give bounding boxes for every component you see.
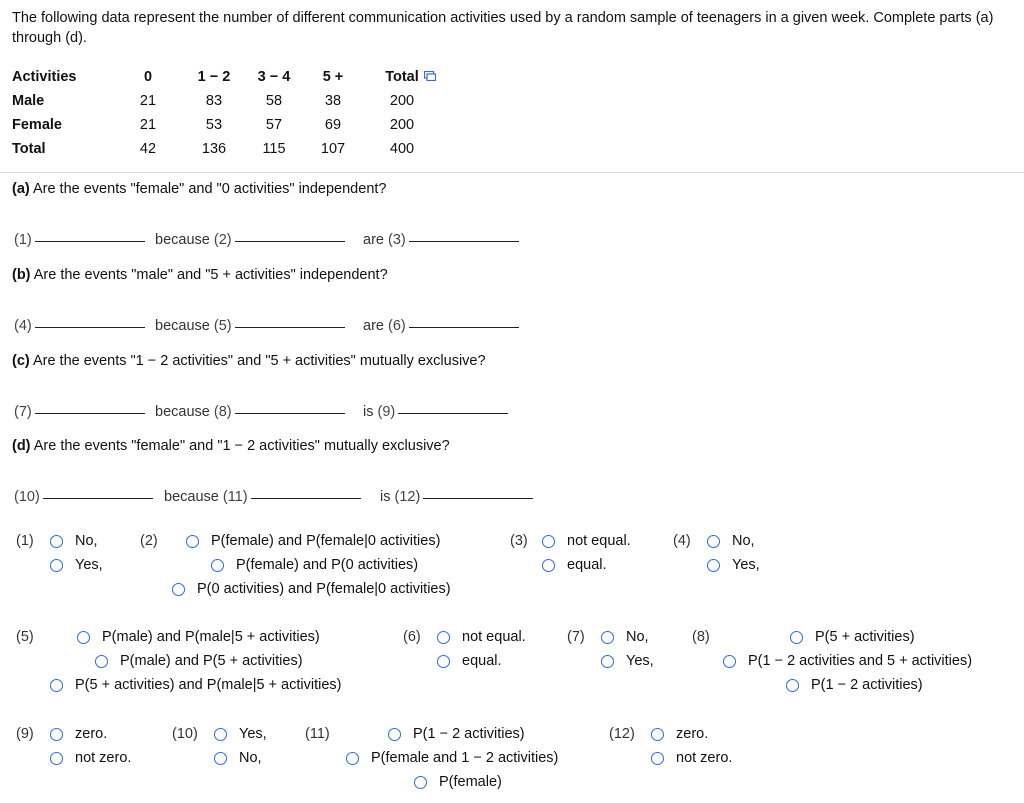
table-row <box>12 89 442 113</box>
option-11c-radio[interactable] <box>414 776 427 789</box>
blank-10 <box>43 498 153 499</box>
option-6-not-equal-label[interactable]: not equal. <box>462 629 526 645</box>
option-4-no-radio[interactable] <box>707 535 720 548</box>
option-group-1-label: (1) <box>16 533 34 549</box>
blank-6 <box>409 327 519 328</box>
option-group-4-label: (4) <box>673 533 691 549</box>
option-8c-radio[interactable] <box>786 679 799 692</box>
table-cell: 400 <box>389 141 415 157</box>
option-10-no-radio[interactable] <box>214 752 227 765</box>
option-8a-label[interactable]: P(5 + activities) <box>815 629 915 645</box>
option-5b-radio[interactable] <box>95 655 108 668</box>
because-text: because <box>155 232 210 248</box>
option-10-yes-label[interactable]: Yes, <box>239 726 267 742</box>
option-7-no-label[interactable]: No, <box>626 629 649 645</box>
table-cell: 42 <box>139 141 157 157</box>
table-cell: 21 <box>139 117 157 133</box>
option-11b-label[interactable]: P(female and 1 − 2 activities) <box>371 750 559 766</box>
table-cell: 200 <box>389 117 415 133</box>
option-group-8-label: (8) <box>692 629 710 645</box>
divider <box>0 172 1024 173</box>
option-8b-radio[interactable] <box>723 655 736 668</box>
table-cell: 115 <box>262 141 286 157</box>
option-6-equal-label[interactable]: equal. <box>462 653 502 669</box>
option-group-10-label: (10) <box>172 726 198 742</box>
data-table <box>12 65 442 161</box>
option-group-5-label: (5) <box>16 629 34 645</box>
option-11c-label[interactable]: P(female) <box>439 774 502 790</box>
table-cell: 83 <box>205 93 223 109</box>
table-row <box>12 113 442 137</box>
option-4-yes-label[interactable]: Yes, <box>732 557 760 573</box>
option-12-not-zero-label[interactable]: not zero. <box>676 750 733 766</box>
option-2b-radio[interactable] <box>211 559 224 572</box>
option-2a-radio[interactable] <box>186 535 199 548</box>
option-12-not-zero-radio[interactable] <box>651 752 664 765</box>
option-group-9-label: (9) <box>16 726 34 742</box>
option-12-zero-radio[interactable] <box>651 728 664 741</box>
option-3-equal-label[interactable]: equal. <box>567 557 607 573</box>
blank-4 <box>35 327 145 328</box>
table-cell: 38 <box>324 93 342 109</box>
table-header: 0 <box>143 69 153 85</box>
option-12-zero-label[interactable]: zero. <box>676 726 709 742</box>
option-2c-label[interactable]: P(0 activities) and P(female|0 activities) <box>197 581 451 597</box>
blank-12 <box>423 498 533 499</box>
option-group-2-label: (2) <box>140 533 158 549</box>
blank-2 <box>235 241 345 242</box>
option-8b-label[interactable]: P(1 − 2 activities and 5 + activities) <box>748 653 973 669</box>
table-cell: 200 <box>389 93 415 109</box>
table-header: Activities <box>12 69 77 85</box>
option-8c-label[interactable]: P(1 − 2 activities) <box>811 677 923 693</box>
option-1-no-label[interactable]: No, <box>75 533 98 549</box>
option-1-no-radio[interactable] <box>50 535 63 548</box>
option-5a-label[interactable]: P(male) and P(male|5 + activities) <box>102 629 320 645</box>
table-cell: 21 <box>139 93 157 109</box>
option-group-6-label: (6) <box>403 629 421 645</box>
table-cell: Male <box>12 93 45 109</box>
option-4-yes-radio[interactable] <box>707 559 720 572</box>
option-10-no-label[interactable]: No, <box>239 750 262 766</box>
option-5c-label[interactable]: P(5 + activities) and P(male|5 + activities) <box>75 677 342 693</box>
option-11a-label[interactable]: P(1 − 2 activities) <box>413 726 525 742</box>
table-header: 5 + <box>322 69 344 85</box>
answer-row-a: (1) <box>14 232 145 248</box>
question-b: (b) Are the events "male" and "5 + activities" independent? <box>12 267 388 283</box>
table-cell: 57 <box>265 117 283 133</box>
option-2c-radio[interactable] <box>172 583 185 596</box>
option-9-zero-label[interactable]: zero. <box>75 726 108 742</box>
table-cell: Total <box>12 141 46 157</box>
option-group-7-label: (7) <box>567 629 585 645</box>
option-8a-radio[interactable] <box>790 631 803 644</box>
option-9-zero-radio[interactable] <box>50 728 63 741</box>
table-cell: 136 <box>201 141 227 157</box>
option-group-3-label: (3) <box>510 533 528 549</box>
option-6-equal-radio[interactable] <box>437 655 450 668</box>
table-cell: 58 <box>265 93 283 109</box>
blank-8 <box>235 413 345 414</box>
option-9-not-zero-label[interactable]: not zero. <box>75 750 132 766</box>
option-3-not-equal-label[interactable]: not equal. <box>567 533 631 549</box>
blank-7 <box>35 413 145 414</box>
option-7-yes-radio[interactable] <box>601 655 614 668</box>
table-row <box>12 137 442 161</box>
table-header: 1 − 2 <box>197 69 231 85</box>
option-7-yes-label[interactable]: Yes, <box>626 653 654 669</box>
are-text: are <box>363 232 384 248</box>
option-11b-radio[interactable] <box>346 752 359 765</box>
option-5c-radio[interactable] <box>50 679 63 692</box>
table-cell: 69 <box>324 117 342 133</box>
blank-1 <box>35 241 145 242</box>
blank-9 <box>398 413 508 414</box>
option-3-equal-radio[interactable] <box>542 559 555 572</box>
option-1-yes-label[interactable]: Yes, <box>75 557 103 573</box>
option-3-not-equal-radio[interactable] <box>542 535 555 548</box>
option-10-yes-radio[interactable] <box>214 728 227 741</box>
option-11a-radio[interactable] <box>388 728 401 741</box>
problem-intro: The following data represent the number of different communication activities used by a random sample of teenagers in a given week. Complete parts (a) through (d). <box>12 10 994 46</box>
option-2b-label[interactable]: P(female) and P(0 activities) <box>236 557 419 573</box>
option-5b-label[interactable]: P(male) and P(5 + activities) <box>120 653 303 669</box>
question-d: (d) Are the events "female" and "1 − 2 activities" mutually exclusive? <box>12 438 450 454</box>
is-text: is <box>363 404 374 420</box>
table-cell: 53 <box>205 117 223 133</box>
table-cell: Female <box>12 117 62 133</box>
option-4-no-label[interactable]: No, <box>732 533 755 549</box>
option-5a-radio[interactable] <box>77 631 90 644</box>
option-2a-label[interactable]: P(female) and P(female|0 activities) <box>211 533 441 549</box>
table-header-row <box>12 65 442 89</box>
option-7-no-radio[interactable] <box>601 631 614 644</box>
blank-11 <box>251 498 361 499</box>
table-header: Total <box>385 69 419 85</box>
table-cell: 107 <box>320 141 346 157</box>
option-6-not-equal-radio[interactable] <box>437 631 450 644</box>
option-9-not-zero-radio[interactable] <box>50 752 63 765</box>
option-1-yes-radio[interactable] <box>50 559 63 572</box>
copy-icon[interactable] <box>424 71 436 81</box>
table-header: 3 − 4 <box>257 69 291 85</box>
question-a: (a) Are the events "female" and "0 activities" independent? <box>12 181 387 197</box>
blank-3 <box>409 241 519 242</box>
option-group-11-label: (11) <box>305 726 330 742</box>
blank-5 <box>235 327 345 328</box>
option-group-12-label: (12) <box>609 726 635 742</box>
question-c: (c) Are the events "1 − 2 activities" and "5 + activities" mutually exclusive? <box>12 353 486 369</box>
